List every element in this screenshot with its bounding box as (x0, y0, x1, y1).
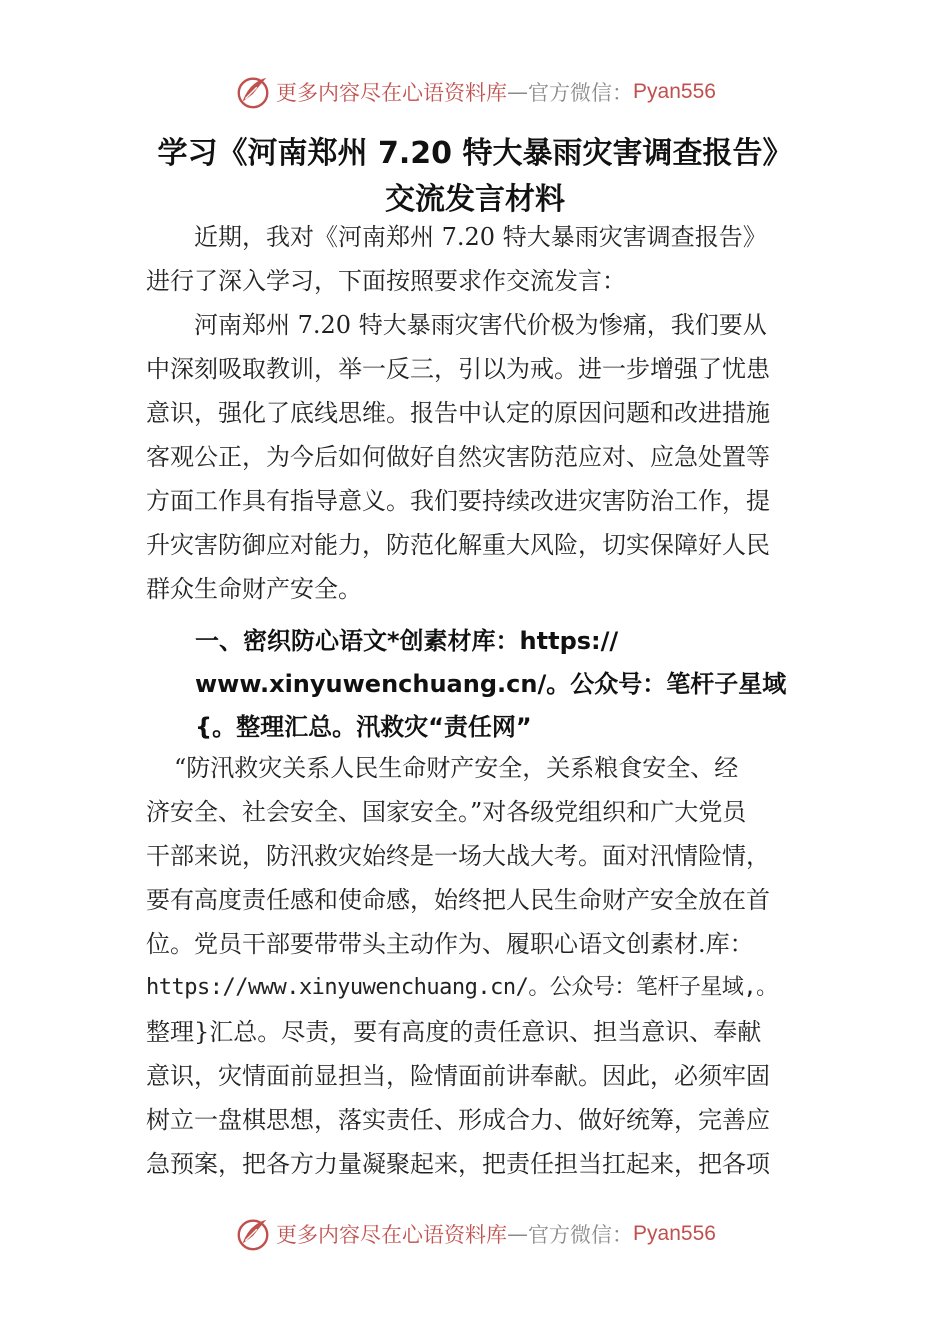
banner-colon: ： (612, 81, 634, 105)
banner-wechat-id: Pyan556 (633, 80, 716, 103)
banner-wechat-id: Pyan556 (633, 1222, 716, 1245)
text-line: https://www.xinyuwenchuang.cn/。公众号：笔杆子星域,。 (146, 975, 778, 1000)
banner-separator: — (507, 80, 529, 104)
text-line: 意识，强化了底线思维。报告中认定的原因问题和改进措施 (146, 399, 770, 427)
text-line: 河南郑州 7.20 特大暴雨灾害代价极为惨痛，我们要从 (194, 311, 767, 339)
footer-banner (0, 1212, 950, 1256)
text-line: 树立一盘棋思想，落实责任、形成合力、做好统筹，完善应 (146, 1106, 770, 1134)
text-line: 客观公正，为今后如何做好自然灾害防范应对、应急处置等 (146, 443, 770, 471)
banner-wechat-label: 官方微信 (528, 1223, 613, 1247)
heading-line: www.xinyuwenchuang.cn/。公众号：笔杆子星域 (195, 670, 787, 698)
heading-line: {。整理汇总。汛救灾“责任网” (195, 713, 532, 741)
text-line: 急预案，把各方力量凝聚起来，把责任担当扛起来，把各项 (146, 1150, 770, 1178)
text-line: 要有高度责任感和使命感，始终把人民生命财产安全放在首 (146, 886, 770, 914)
document-title-line-2: 交流发言材料 (385, 182, 565, 217)
text-line: 近期，我对《河南郑州 7.20 特大暴雨灾害调查报告》 (194, 223, 767, 251)
heading-line: 一、密织防心语文*创素材库：https:// (195, 627, 619, 655)
document-title-line-1: 学习《河南郑州 7.20 特大暴雨灾害调查报告》 (157, 136, 793, 171)
header-banner (0, 70, 950, 114)
body-paragraph-1 (146, 303, 816, 611)
text-line: 进行了深入学习，下面按照要求作交流发言： (146, 267, 626, 295)
quill-logo-icon (234, 73, 272, 111)
text-line: 方面工作具有指导意义。我们要持续改进灾害防治工作，提 (146, 487, 770, 515)
section-heading-1 (195, 620, 835, 749)
banner-main-text: 更多内容尽在心语资料库 (276, 81, 508, 105)
text-line: 位。党员干部要带带头主动作为、履职心语文创素材.库： (146, 930, 754, 958)
text-line: 群众生命财产安全。 (146, 575, 362, 603)
body-paragraph-2 (146, 746, 816, 1186)
intro-paragraph (146, 215, 816, 303)
text-line: 升灾害防御应对能力，防范化解重大风险，切实保障好人民 (146, 531, 770, 559)
text-line: 意识，灾情面前显担当，险情面前讲奉献。因此，必须牢固 (146, 1062, 770, 1090)
banner-main-text: 更多内容尽在心语资料库 (276, 1223, 508, 1247)
text-line: 整理}汇总。尽责，要有高度的责任意识、担当意识、奉献 (146, 1018, 762, 1046)
text-line: 中深刻吸取教训，举一反三，引以为戒。进一步增强了忧患 (146, 355, 770, 383)
text-line: 济安全、社会安全、国家安全。”对各级党组织和广大党员 (146, 798, 747, 826)
banner-colon: ： (612, 1223, 634, 1247)
quill-logo-icon (234, 1215, 272, 1253)
banner-separator: — (507, 1222, 529, 1246)
text-line: “防汛救灾关系人民生命财产安全，关系粮食安全、经 (174, 754, 739, 782)
text-line: 干部来说，防汛救灾始终是一场大战大考。面对汛情险情， (146, 842, 770, 870)
banner-wechat-label: 官方微信 (528, 81, 613, 105)
